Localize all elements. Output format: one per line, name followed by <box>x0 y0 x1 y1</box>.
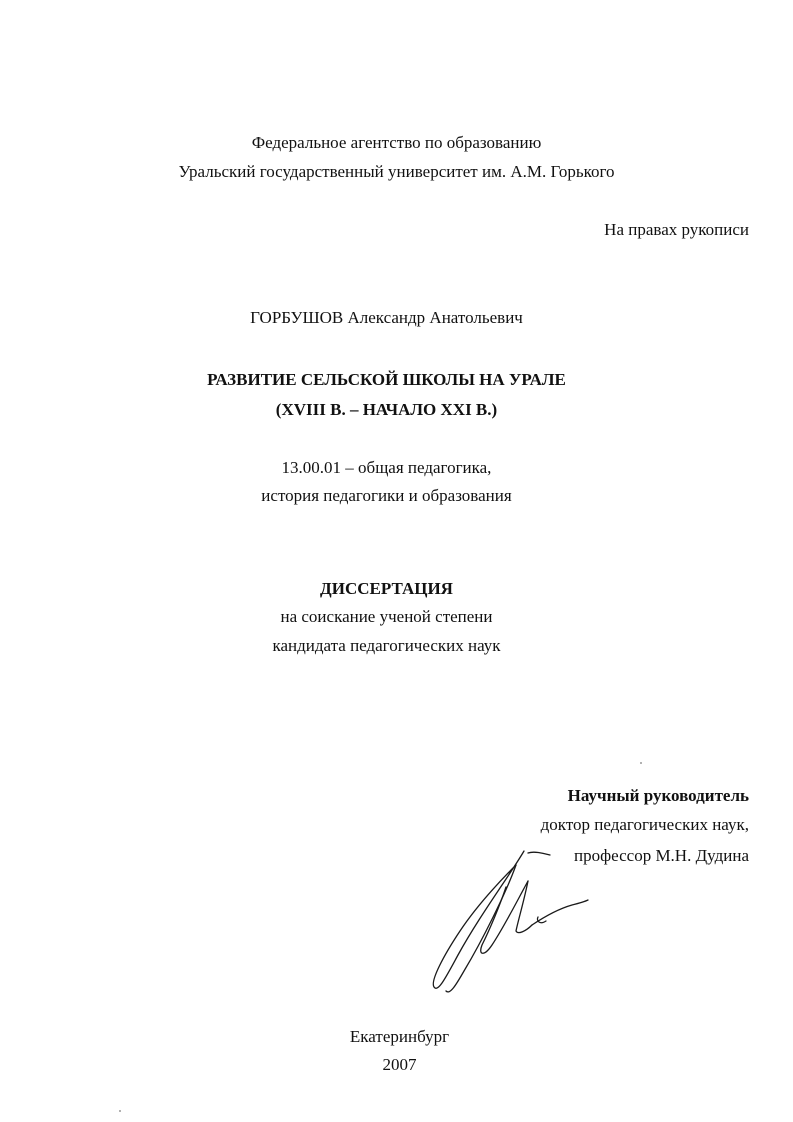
thesis-title-line1: РАЗВИТИЕ СЕЛЬСКОЙ ШКОЛЫ НА УРАЛЕ <box>207 370 566 389</box>
document-type-heading: ДИССЕРТАЦИЯ <box>320 579 453 598</box>
manuscript-note: На правах рукописи <box>604 220 749 239</box>
signature-stroke <box>481 881 528 953</box>
scan-speck <box>640 762 642 764</box>
scan-speck <box>119 1110 121 1112</box>
thesis-title-line2: (XVIII В. – НАЧАЛО XXI В.) <box>275 400 498 419</box>
city: Екатеринбург <box>349 1027 450 1046</box>
signature-stroke <box>537 917 546 923</box>
supervisor-name: профессор М.Н. Дудина <box>574 846 749 865</box>
degree-line2: кандидата педагогических наук <box>272 636 501 655</box>
signature-stroke <box>532 900 588 925</box>
signature-image <box>420 845 600 1005</box>
specialty-line2: история педагогики и образования <box>261 486 512 505</box>
degree-line1: на соискание ученой степени <box>280 607 493 626</box>
signature-stroke <box>446 865 516 992</box>
agency-name: Федеральное агентство по образованию <box>251 133 542 152</box>
supervisor-heading: Научный руководитель <box>567 786 749 805</box>
specialty-line1: 13.00.01 – общая педагогика, <box>281 458 492 477</box>
signature-stroke <box>528 852 550 855</box>
signature-stroke <box>433 851 524 988</box>
supervisor-degree: доктор педагогических наук, <box>540 815 749 834</box>
university-name: Уральский государственный университет им. А.М. Горького <box>178 162 615 181</box>
year: 2007 <box>382 1055 417 1074</box>
author-name: ГОРБУШОВ Александр Анатольевич <box>250 308 523 327</box>
